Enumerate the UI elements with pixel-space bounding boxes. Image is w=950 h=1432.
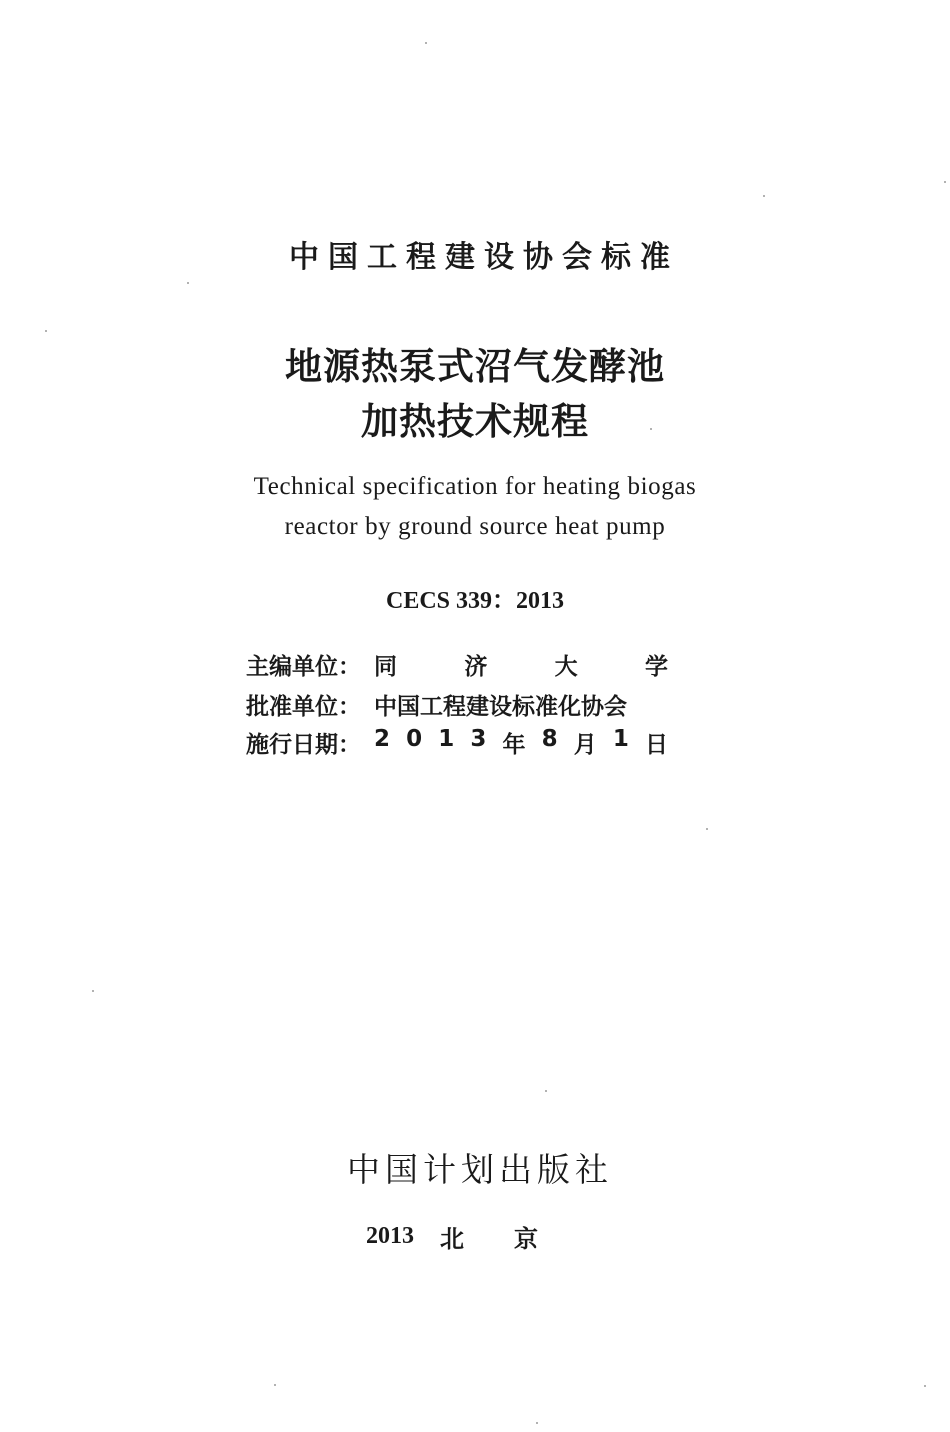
chief-editor-char: 济: [464, 653, 488, 680]
scan-speck: [763, 195, 765, 197]
scan-speck: [92, 990, 94, 992]
chief-editor-label: 主编单位：: [246, 653, 361, 680]
title-en-line-2: reactor by ground source heat pump: [284, 513, 666, 540]
scan-speck: [187, 282, 189, 284]
chief-editor-row: [246, 647, 668, 681]
scan-speck: [45, 330, 47, 332]
scan-speck: [924, 1385, 926, 1387]
approval-row: [246, 687, 668, 721]
publisher-name: 中国计划出版社: [347, 1150, 613, 1189]
date-char: 1: [612, 725, 629, 752]
date-char: 日: [644, 731, 668, 758]
effective-date-row: [246, 725, 668, 759]
date-char: 2: [374, 725, 391, 752]
scan-speck: [425, 42, 427, 44]
date-char: 8: [541, 725, 558, 752]
chief-editor-value: [374, 648, 668, 681]
scan-speck: [274, 1384, 276, 1386]
date-char: 1: [438, 725, 455, 752]
title-en-line-1: Technical specification for heating biogas: [253, 473, 697, 500]
date-char: 3: [470, 725, 487, 752]
title-cn-line-1: 地源热泵式沼气发酵池: [285, 344, 665, 388]
date-char: 月: [573, 731, 597, 758]
effective-date-label: 施行日期：: [246, 731, 361, 758]
imprint-city: 北京: [440, 1224, 588, 1253]
scan-speck: [536, 1422, 538, 1424]
approval-value: 中国工程建设标准化协会: [374, 693, 627, 720]
imprint-year: 2013: [366, 1222, 414, 1249]
title-cn-line-2: 加热技术规程: [361, 399, 589, 443]
chief-editor-char: 学: [644, 653, 668, 680]
standard-series: 中国工程建设协会标准: [289, 240, 679, 275]
scan-speck: [650, 428, 652, 430]
scan-speck: [545, 1090, 547, 1092]
date-char: 0: [406, 725, 423, 752]
effective-date-value: [374, 726, 668, 759]
standard-code: CECS 339：2013: [385, 588, 565, 614]
chief-editor-char: 大: [554, 653, 578, 680]
date-char: 年: [502, 731, 526, 758]
chief-editor-char: 同: [374, 653, 397, 680]
scan-speck: [944, 181, 946, 183]
scan-speck: [706, 828, 708, 830]
imprint-line: [366, 1220, 588, 1252]
approval-label: 批准单位：: [246, 693, 361, 720]
